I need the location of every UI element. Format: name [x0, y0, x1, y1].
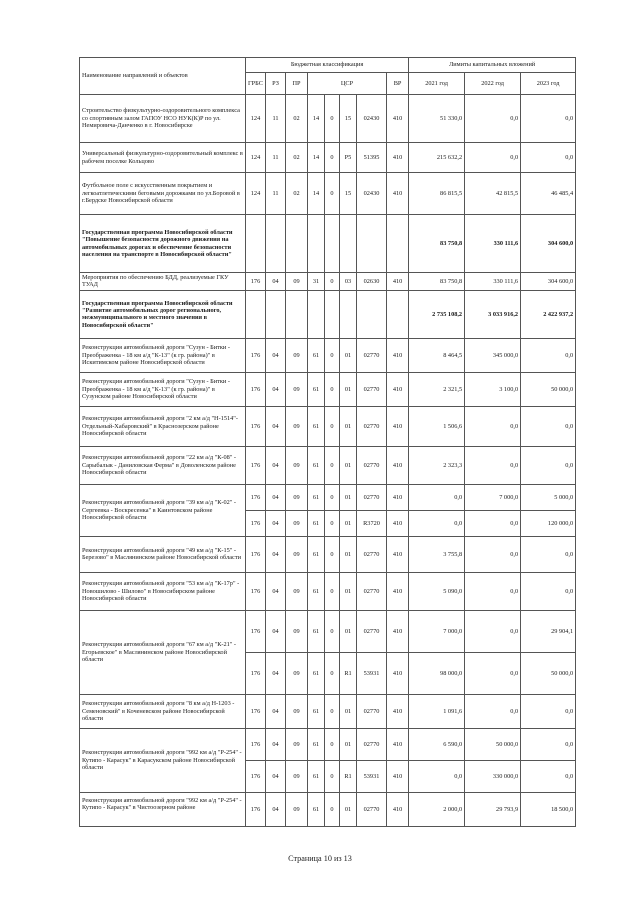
cell-v2021: 98 000,0	[409, 652, 465, 694]
header-rz: РЗ	[266, 73, 286, 95]
cell-c2: 0	[325, 792, 340, 826]
cell-v2023: 0,0	[521, 446, 576, 484]
cell-grbs: 176	[246, 610, 266, 652]
cell-v2022: 0,0	[465, 406, 521, 446]
cell-v2022: 0,0	[465, 510, 521, 536]
cell-c2: 0	[325, 446, 340, 484]
header-name-column: Наименование направлений и объектов	[80, 58, 246, 95]
table-body	[80, 95, 576, 827]
cell-rz: 04	[266, 338, 286, 372]
page-number: Страница 10 из 13	[288, 854, 352, 863]
cell-pr: 09	[286, 694, 308, 728]
cell-v2022: 0,0	[465, 610, 521, 652]
cell-c3: 01	[340, 446, 357, 484]
cell-v2023: 0,0	[521, 694, 576, 728]
table-row	[80, 484, 576, 510]
cell-c1: 61	[308, 652, 325, 694]
cell-c1: 61	[308, 484, 325, 510]
cell-c4	[357, 290, 387, 338]
header-vr: ВР	[387, 73, 409, 95]
cell-v2022: 0,0	[465, 95, 521, 143]
object-name: Мероприятия по обеспечению БДД, реализуемые ГКУ ТУАД	[82, 274, 229, 289]
table-row	[80, 728, 576, 760]
cell-v2023: 0,0	[521, 536, 576, 572]
cell-c2: 0	[325, 173, 340, 215]
cell-rz	[266, 215, 286, 273]
cell-c3: 01	[340, 536, 357, 572]
cell-c1: 14	[308, 173, 325, 215]
cell-c2: 0	[325, 406, 340, 446]
cell-v2022: 345 000,0	[465, 338, 521, 372]
header-capital-limits: Лимиты капитальных вложений	[409, 58, 576, 73]
cell-c3: R1	[340, 652, 357, 694]
cell-v2023: 5 000,0	[521, 484, 576, 510]
cell-vr: 410	[387, 536, 409, 572]
object-name: Реконструкция автомобильной дороги "8 км а/д Н-1203 - Семеновский" в Коченевском районе Новосибирской области	[82, 700, 235, 723]
cell-c3: 03	[340, 273, 357, 291]
cell-v2023: 29 904,1	[521, 610, 576, 652]
cell-c2	[325, 215, 340, 273]
cell-c3: 01	[340, 338, 357, 372]
cell-pr: 09	[286, 372, 308, 406]
cell-pr: 09	[286, 536, 308, 572]
cell-v2021: 8 464,5	[409, 338, 465, 372]
cell-grbs: 176	[246, 728, 266, 760]
cell-grbs: 124	[246, 95, 266, 143]
cell-c1: 61	[308, 572, 325, 610]
cell-pr: 09	[286, 652, 308, 694]
cell-c4: 02770	[357, 694, 387, 728]
cell-pr: 02	[286, 95, 308, 143]
table-row	[80, 610, 576, 652]
cell-c3: 01	[340, 572, 357, 610]
cell-pr: 09	[286, 610, 308, 652]
cell-c1: 14	[308, 95, 325, 143]
cell-v2023: 2 422 937,2	[521, 290, 576, 338]
object-name-cell	[80, 792, 246, 826]
cell-v2023: 0,0	[521, 406, 576, 446]
cell-v2021: 2 735 108,2	[409, 290, 465, 338]
header-pr: ПР	[286, 73, 308, 95]
cell-c4: 02630	[357, 273, 387, 291]
cell-c2: 0	[325, 95, 340, 143]
cell-c4	[357, 215, 387, 273]
cell-rz: 11	[266, 143, 286, 173]
cell-c2: 0	[325, 338, 340, 372]
header-csr: ЦСР	[308, 73, 387, 95]
cell-v2021: 86 815,5	[409, 173, 465, 215]
cell-v2022: 0,0	[465, 143, 521, 173]
cell-v2021: 0,0	[409, 510, 465, 536]
cell-c4: 53931	[357, 760, 387, 792]
cell-grbs: 176	[246, 536, 266, 572]
cell-vr	[387, 215, 409, 273]
cell-pr: 02	[286, 143, 308, 173]
cell-c3: 01	[340, 610, 357, 652]
cell-c3: 01	[340, 728, 357, 760]
table-row	[80, 338, 576, 372]
cell-rz: 04	[266, 728, 286, 760]
cell-v2021: 1 091,6	[409, 694, 465, 728]
cell-c3: 01	[340, 792, 357, 826]
object-name-cell	[80, 572, 246, 610]
cell-rz: 11	[266, 95, 286, 143]
cell-v2022: 0,0	[465, 572, 521, 610]
cell-v2023: 46 485,4	[521, 173, 576, 215]
cell-v2023: 304 600,0	[521, 215, 576, 273]
cell-v2022: 330 111,6	[465, 215, 521, 273]
table-row	[80, 95, 576, 143]
cell-vr: 410	[387, 173, 409, 215]
cell-c2	[325, 290, 340, 338]
cell-v2021: 83 750,8	[409, 215, 465, 273]
object-name-cell	[80, 273, 246, 291]
cell-rz: 04	[266, 446, 286, 484]
cell-vr: 410	[387, 484, 409, 510]
cell-c2: 0	[325, 694, 340, 728]
cell-v2021: 0,0	[409, 760, 465, 792]
cell-v2022: 0,0	[465, 536, 521, 572]
cell-c1: 61	[308, 536, 325, 572]
object-name: Реконструкция автомобильной дороги "67 км а/д "К-21" - Егорьевское" в Маслянинском районе Новосибирской области	[82, 641, 237, 664]
cell-vr: 410	[387, 652, 409, 694]
cell-c1: 61	[308, 728, 325, 760]
object-name-cell	[80, 338, 246, 372]
cell-v2022: 3 033 916,2	[465, 290, 521, 338]
cell-c4: 02770	[357, 572, 387, 610]
cell-vr: 410	[387, 273, 409, 291]
cell-c3: 15	[340, 173, 357, 215]
cell-v2022: 0,0	[465, 694, 521, 728]
object-name: Государственная программа Новосибирской области "Развитие автомобильных дорог регионального, межмуниципального и местного значения в Новосибирской области"	[82, 299, 233, 329]
cell-c2: 0	[325, 572, 340, 610]
cell-c4: 02770	[357, 484, 387, 510]
cell-v2022: 0,0	[465, 652, 521, 694]
cell-c3: P5	[340, 143, 357, 173]
table-row	[80, 173, 576, 215]
cell-vr: 410	[387, 694, 409, 728]
cell-c2: 0	[325, 143, 340, 173]
cell-rz: 04	[266, 484, 286, 510]
cell-v2021: 3 755,8	[409, 536, 465, 572]
object-name: Реконструкция автомобильной дороги "53 км а/д "К-17р" - Новошилово - Шилово" в Новосибирском районе Новосибирской области	[82, 580, 240, 603]
object-name: Государственная программа Новосибирской области "Повышение безопасности дорожного движения на автомобильных дорогах и обеспечение безопасности населения на транспорте в Новосибирской области"	[82, 228, 233, 258]
cell-v2022: 29 793,9	[465, 792, 521, 826]
cell-c2: 0	[325, 372, 340, 406]
cell-c3: 01	[340, 510, 357, 536]
cell-pr: 09	[286, 572, 308, 610]
header-year-2023: 2023 год	[521, 73, 576, 95]
cell-c1	[308, 215, 325, 273]
table-row	[80, 372, 576, 406]
cell-c2: 0	[325, 536, 340, 572]
cell-v2023: 0,0	[521, 760, 576, 792]
cell-v2022: 330 000,0	[465, 760, 521, 792]
object-name-cell	[80, 290, 246, 338]
table-row	[80, 273, 576, 291]
cell-rz: 04	[266, 536, 286, 572]
cell-grbs: 176	[246, 572, 266, 610]
cell-pr: 09	[286, 406, 308, 446]
table-row	[80, 290, 576, 338]
cell-c4: 53931	[357, 652, 387, 694]
cell-c4: 02770	[357, 446, 387, 484]
cell-vr: 410	[387, 728, 409, 760]
object-name-cell	[80, 446, 246, 484]
cell-vr: 410	[387, 510, 409, 536]
cell-c1: 61	[308, 792, 325, 826]
cell-c2: 0	[325, 728, 340, 760]
cell-v2021: 7 000,0	[409, 610, 465, 652]
object-name: Реконструкция автомобильной дороги "992 км а/д "Р-254" - Кутипо - Карасук" в Чистоозерном районе	[82, 796, 242, 812]
object-name: Реконструкция автомобильной дороги "Сузун - Битки - Преображенка - 18 км а/д "К-13" (к гр. района)" в Искитимском районе Новосибирской области	[82, 344, 230, 367]
cell-vr: 410	[387, 406, 409, 446]
table-row	[80, 143, 576, 173]
table-row	[80, 215, 576, 273]
capital-investment-table	[79, 57, 576, 827]
cell-c4: 51395	[357, 143, 387, 173]
cell-c2: 0	[325, 652, 340, 694]
cell-c3: 01	[340, 406, 357, 446]
cell-v2021: 83 750,8	[409, 273, 465, 291]
cell-c2: 0	[325, 610, 340, 652]
cell-rz: 04	[266, 760, 286, 792]
cell-c4: 02430	[357, 95, 387, 143]
cell-vr: 410	[387, 792, 409, 826]
cell-c3	[340, 290, 357, 338]
cell-pr	[286, 215, 308, 273]
cell-vr: 410	[387, 760, 409, 792]
cell-c4: 02770	[357, 338, 387, 372]
cell-c4: 02770	[357, 610, 387, 652]
cell-rz: 04	[266, 694, 286, 728]
cell-c2: 0	[325, 484, 340, 510]
object-name: Реконструкция автомобильной дороги "2 км а/д "Н-1514"-Отдельный-Хабаровский" в Краснозерском районе Новосибирской области	[82, 415, 238, 438]
cell-c1: 61	[308, 760, 325, 792]
cell-rz: 04	[266, 406, 286, 446]
cell-grbs: 124	[246, 143, 266, 173]
cell-c3: 01	[340, 484, 357, 510]
cell-pr: 09	[286, 446, 308, 484]
object-name-cell	[80, 95, 246, 143]
table-row	[80, 446, 576, 484]
object-name-cell	[80, 728, 246, 792]
cell-v2021: 1 506,6	[409, 406, 465, 446]
cell-c4: 02770	[357, 536, 387, 572]
cell-grbs: 176	[246, 338, 266, 372]
cell-rz	[266, 290, 286, 338]
cell-c3: 01	[340, 694, 357, 728]
cell-v2023: 0,0	[521, 143, 576, 173]
cell-v2022: 42 815,5	[465, 173, 521, 215]
cell-grbs: 176	[246, 484, 266, 510]
cell-v2023: 0,0	[521, 338, 576, 372]
cell-c2: 0	[325, 510, 340, 536]
cell-c2: 0	[325, 273, 340, 291]
cell-grbs: 176	[246, 273, 266, 291]
object-name: Универсальный физкультурно-оздоровительный комплекс в рабочем поселке Кольцово	[82, 150, 243, 165]
cell-pr: 09	[286, 760, 308, 792]
object-name-cell	[80, 536, 246, 572]
cell-c4: 02770	[357, 792, 387, 826]
object-name: Реконструкция автомобильной дороги "39 км а/д "К-02" - Сергеевка - Воскресенка" в Каинтовском районе Новосибирской области	[82, 499, 237, 522]
cell-v2021: 2 323,3	[409, 446, 465, 484]
cell-grbs: 176	[246, 760, 266, 792]
table-row	[80, 694, 576, 728]
cell-c4: 02770	[357, 406, 387, 446]
cell-v2022: 3 100,0	[465, 372, 521, 406]
cell-rz: 11	[266, 173, 286, 215]
object-name-cell	[80, 372, 246, 406]
cell-grbs: 176	[246, 446, 266, 484]
cell-v2023: 0,0	[521, 572, 576, 610]
table-row	[80, 572, 576, 610]
cell-c1: 61	[308, 694, 325, 728]
cell-pr: 09	[286, 273, 308, 291]
cell-vr: 410	[387, 95, 409, 143]
cell-c4: 02770	[357, 728, 387, 760]
header-grbs: ГРБС	[246, 73, 266, 95]
object-name: Строительство физкультурно-оздоровительного комплекса со спортивным залом ГАПОУ НСО НУК(К)Р по ул. Немировича-Данченко в г. Новосибирске	[82, 107, 240, 130]
cell-v2021: 2 321,5	[409, 372, 465, 406]
cell-grbs: 176	[246, 694, 266, 728]
object-name-cell	[80, 173, 246, 215]
object-name-cell	[80, 610, 246, 694]
cell-c4: R3720	[357, 510, 387, 536]
cell-c1: 61	[308, 406, 325, 446]
header-year-2021: 2021 год	[409, 73, 465, 95]
object-name-cell	[80, 215, 246, 273]
cell-v2021: 2 000,0	[409, 792, 465, 826]
object-name: Реконструкция автомобильной дороги "Сузун - Битки - Преображенка - 18 км а/д "К-13" (к гр. района)" в Сузунском районе Новосибирской области	[82, 378, 230, 401]
cell-vr	[387, 290, 409, 338]
cell-pr: 09	[286, 792, 308, 826]
header-budget-classification: Бюджетная классификация	[246, 58, 409, 73]
cell-rz: 04	[266, 572, 286, 610]
cell-vr: 410	[387, 143, 409, 173]
cell-rz: 04	[266, 610, 286, 652]
cell-rz: 04	[266, 652, 286, 694]
cell-grbs: 176	[246, 372, 266, 406]
cell-vr: 410	[387, 446, 409, 484]
cell-grbs: 176	[246, 652, 266, 694]
cell-v2023: 304 600,0	[521, 273, 576, 291]
cell-grbs: 176	[246, 510, 266, 536]
cell-vr: 410	[387, 372, 409, 406]
header-year-2022: 2022 год	[465, 73, 521, 95]
cell-v2021: 5 090,0	[409, 572, 465, 610]
cell-v2021: 0,0	[409, 484, 465, 510]
object-name-cell	[80, 406, 246, 446]
cell-v2021: 6 590,0	[409, 728, 465, 760]
cell-rz: 04	[266, 273, 286, 291]
cell-v2023: 50 000,0	[521, 652, 576, 694]
cell-v2023: 18 500,0	[521, 792, 576, 826]
cell-grbs: 176	[246, 792, 266, 826]
object-name: Футбольное поле с искусственным покрытием и легкоатлетическими беговыми дорожками по ул.Боровой в г.Бердске Новосибирской области	[82, 182, 240, 205]
cell-vr: 410	[387, 610, 409, 652]
cell-v2022: 7 000,0	[465, 484, 521, 510]
cell-grbs	[246, 215, 266, 273]
cell-pr: 02	[286, 173, 308, 215]
cell-v2022: 330 111,6	[465, 273, 521, 291]
object-name-cell	[80, 694, 246, 728]
cell-grbs	[246, 290, 266, 338]
object-name: Реконструкция автомобильной дороги "22 км а/д "К-08" - Сарыбалык - Даниловская Ферма" в Доволенском районе Новосибирской области	[82, 454, 237, 477]
cell-c1: 61	[308, 446, 325, 484]
cell-pr: 09	[286, 338, 308, 372]
cell-v2022: 50 000,0	[465, 728, 521, 760]
table-row	[80, 406, 576, 446]
cell-c4: 02770	[357, 372, 387, 406]
cell-c1: 14	[308, 143, 325, 173]
table-row	[80, 792, 576, 826]
cell-v2023: 0,0	[521, 95, 576, 143]
cell-c4: 02430	[357, 173, 387, 215]
table-row	[80, 536, 576, 572]
cell-c3: 01	[340, 372, 357, 406]
cell-c2: 0	[325, 760, 340, 792]
cell-v2023: 0,0	[521, 728, 576, 760]
cell-pr: 09	[286, 484, 308, 510]
cell-grbs: 124	[246, 173, 266, 215]
cell-v2022: 0,0	[465, 446, 521, 484]
object-name-cell	[80, 143, 246, 173]
cell-c1: 61	[308, 610, 325, 652]
cell-rz: 04	[266, 792, 286, 826]
cell-grbs: 176	[246, 406, 266, 446]
cell-v2023: 50 000,0	[521, 372, 576, 406]
cell-c1: 61	[308, 372, 325, 406]
cell-vr: 410	[387, 572, 409, 610]
cell-c1: 61	[308, 510, 325, 536]
cell-c3	[340, 215, 357, 273]
cell-vr: 410	[387, 338, 409, 372]
cell-pr	[286, 290, 308, 338]
cell-pr: 09	[286, 510, 308, 536]
cell-c3: R1	[340, 760, 357, 792]
object-name: Реконструкция автомобильной дороги "49 км а/д "К-15" - Березово" в Маслянинском районе Новосибирской области	[82, 546, 241, 562]
cell-pr: 09	[286, 728, 308, 760]
cell-c1: 31	[308, 273, 325, 291]
cell-c1	[308, 290, 325, 338]
object-name: Реконструкция автомобильной дороги "992 км а/д "Р-254" - Кутипо - Карасук" в Карасукском районе Новосибирской области	[82, 749, 242, 772]
cell-c3: 15	[340, 95, 357, 143]
cell-v2021: 215 632,2	[409, 143, 465, 173]
cell-rz: 04	[266, 510, 286, 536]
object-name-cell	[80, 484, 246, 536]
cell-c1: 61	[308, 338, 325, 372]
cell-v2021: 51 330,0	[409, 95, 465, 143]
cell-v2023: 120 000,0	[521, 510, 576, 536]
cell-rz: 04	[266, 372, 286, 406]
